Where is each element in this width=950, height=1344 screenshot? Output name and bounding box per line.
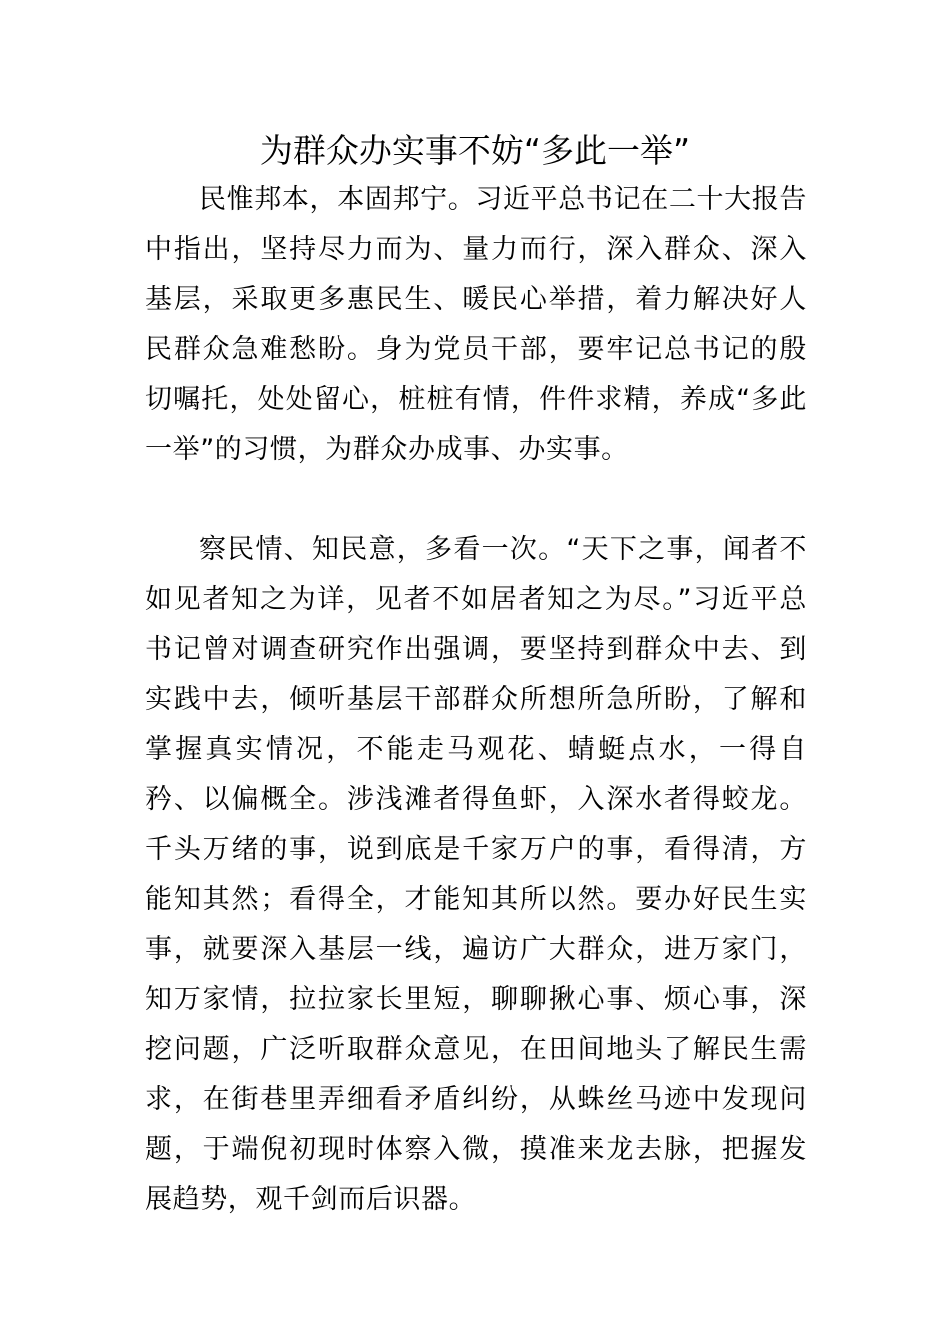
paragraph-intro: 民惟邦本，本固邦宁。习近平总书记在二十大报告中指出，坚持尽力而为、量力而行，深入群众、深入基层，采取更多惠民生、暖民心举措，着力解决好人民群众急难愁盼。身为党员干部，要牢记总书记的殷切嘱托，处处留心，桩桩有情，件件求精，养成“多此一举”的习惯，为群众办成事、办实事。 bbox=[145, 184, 807, 465]
paragraph-observe-people: 察民情、知民意，多看一次。“天下之事，闻者不如见者知之为详，见者不如居者知之为尽。”习近平总书记曾对调查研究作出强调，要坚持到群众中去、到实践中去，倾听基层干部群众所想所急所盼，了解和掌握真实情况，不能走马观花、蜻蜓点水，一得自矜、以偏概全。涉浅滩者得鱼虾，入深水者得蛟龙。千头万绪的事，说到底是千家万户的事，看得清，方能知其然；看得全，才能知其所以然。要办好民生实事，就要深入基层一线，遍访广大群众，进万家门，知万家情，拉拉家长里短，聊聊揪心事、烦心事，深挖问题，广泛听取群众意见，在田间地头了解民生需求，在街巷里弄细看矛盾纠纷，从蛛丝马迹中发现问题，于端倪初现时体察入微，摸准来龙去脉，把握发展趋势，观千剑而后识器。 bbox=[145, 534, 807, 1215]
page-title: 为群众办实事不妨“多此一举” bbox=[259, 131, 691, 170]
